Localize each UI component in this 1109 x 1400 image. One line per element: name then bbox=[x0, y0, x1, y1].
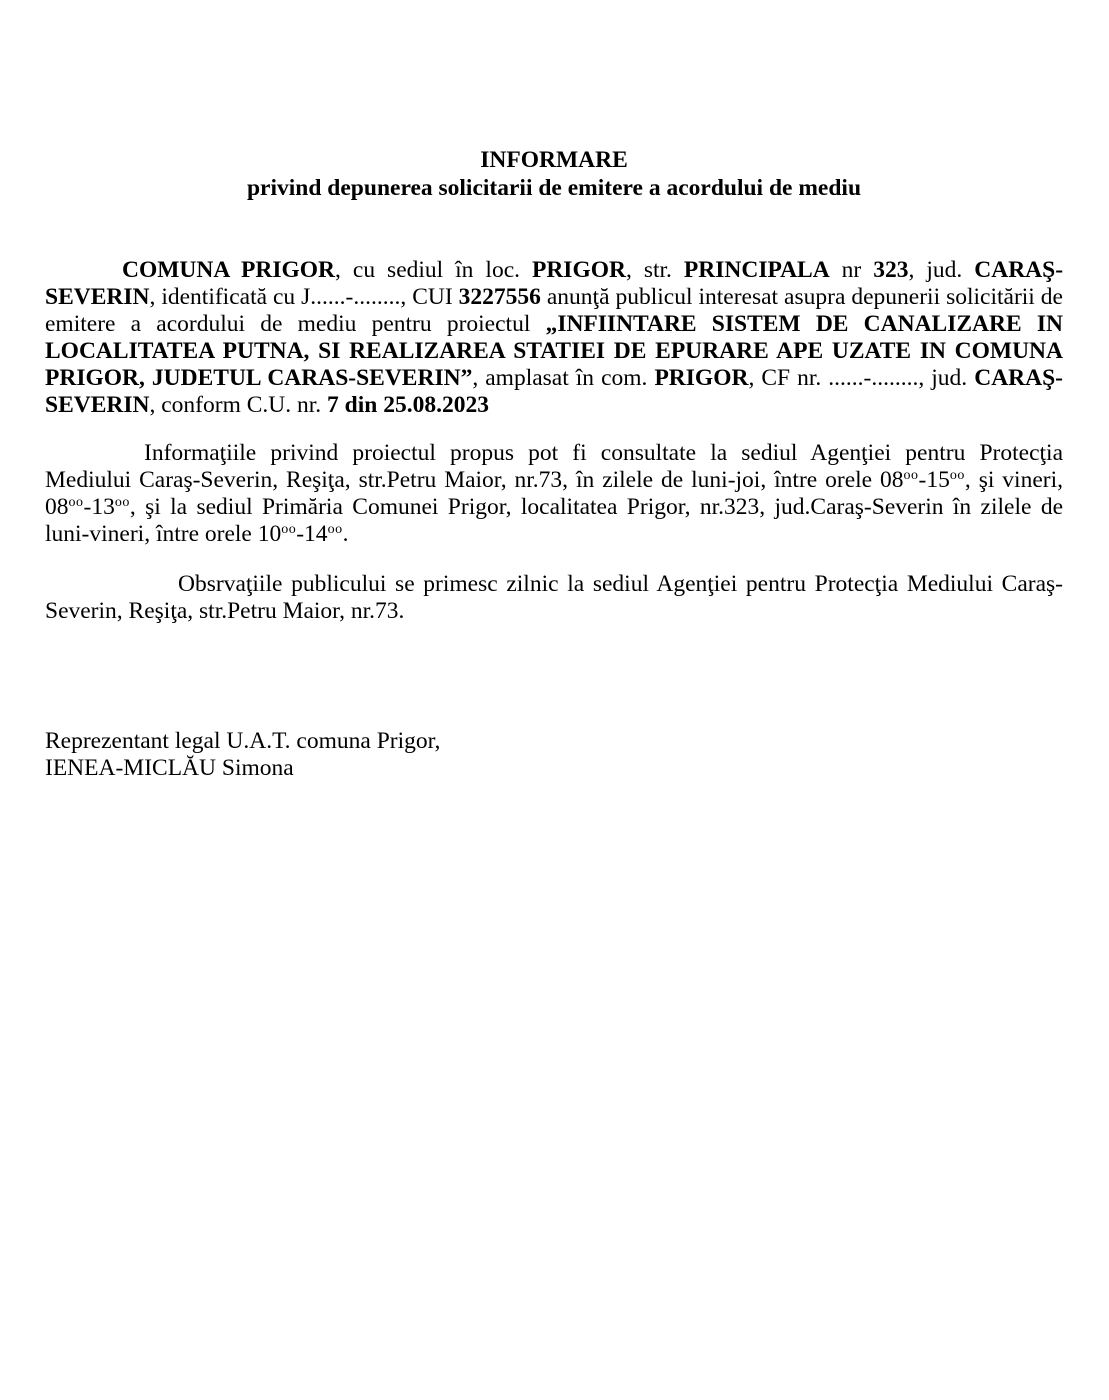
document-title: INFORMARE bbox=[480, 147, 628, 173]
paragraph-announcement: COMUNA PRIGOR, cu sediul în loc. PRIGOR, str. PRINCIPALA nr 323, jud. CARAŞ-SEVERIN, identificată cu J......-........, CUI 3227556 anunţă publicul interesat asupra depunerii solicitării de emitere a acordului de mediu pentru proiectul „INFIINTARE SISTEM DE CANALIZARE IN LOCALITATEA PUTNA, SI REALIZAREA STATIEI DE EPURARE APE UZATE IN COMUNA PRIGOR, JUDETUL CARAS-SEVERIN”, amplasat în com. PRIGOR, CF nr. ......-........, jud. CARAŞ-SEVERIN, conform C.U. nr. 7 din 25.08.2023 bbox=[45, 257, 1064, 418]
paragraph-consultation-info: Informaţiile privind proiectul propus pot fi consultate la sediul Agenţiei pentru Protecţia Mediului Caraş-Severin, Reşiţa, str.Petru Maior, nr.73, în zilele de luni-joi, între orele $08^{oo}-15^{oo}$, şi vineri, $08^{oo}-13^{oo}$, şi la sediul Primăria Comunei Prigor, localitatea Prigor, nr.323, jud.Caraş-Severin în zilele de luni-vineri, între orele $10^{oo}-14^{oo}$. bbox=[45, 440, 1063, 547]
document-subtitle: privind depunerea solicitarii de emitere a acordului de mediu bbox=[246, 175, 862, 201]
paragraph-observations: Obsrvaţiile publicului se primesc zilnic la sediul Agenţiei pentru Protecţia Mediului Caraş-Severin, Reşiţa, str.Petru Maior, nr.73. bbox=[45, 571, 1063, 624]
signature-block bbox=[45, 728, 1063, 782]
signature-role: Reprezentant legal U.A.T. comuna Prigor, bbox=[45, 728, 441, 754]
signature-name: IENEA-MICLĂU Simona bbox=[45, 755, 294, 781]
